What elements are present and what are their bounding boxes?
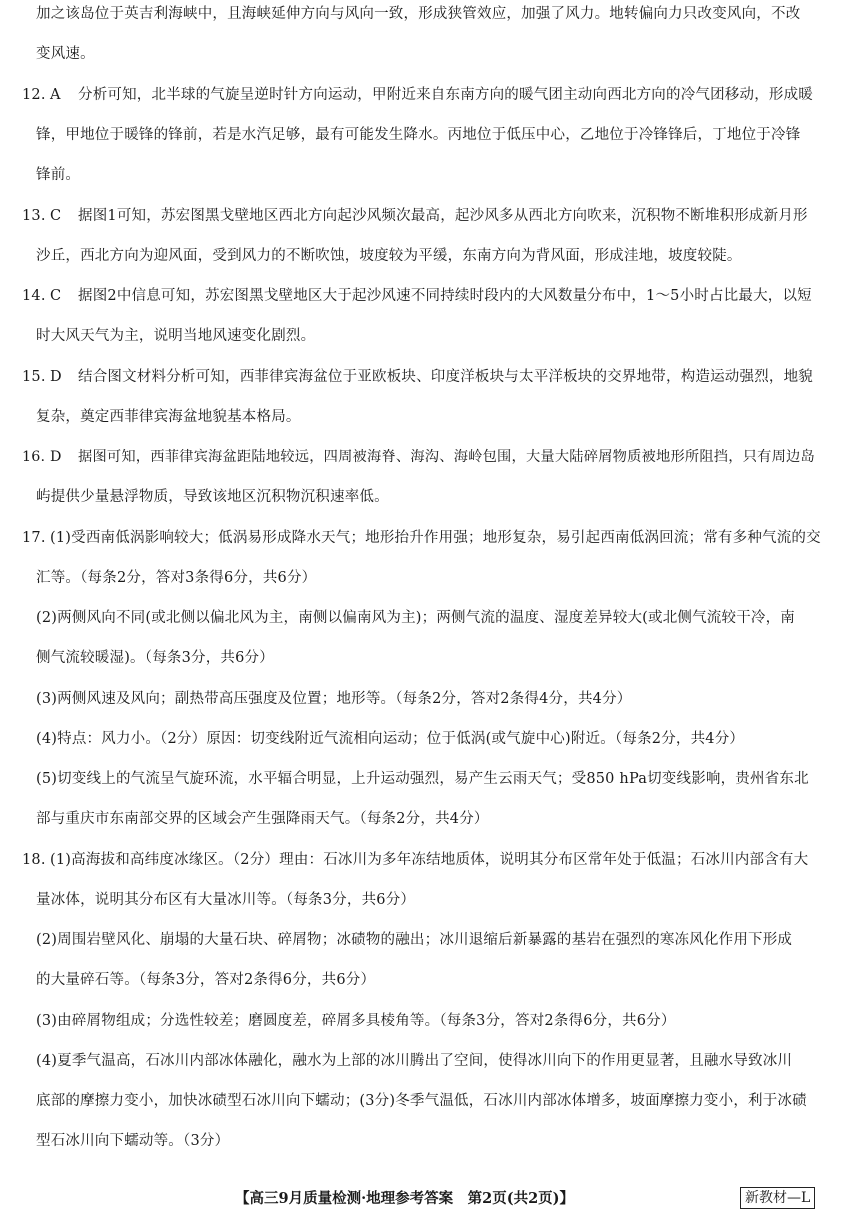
question-number: 14. [22,288,46,304]
question-number: 17. [22,530,46,546]
text-line: 时大风天气为主，说明当地风速变化剧烈。 [36,328,316,344]
question-17 [22,528,821,548]
answer-text: 分析可知，北半球的气旋呈逆时针方向运动，甲附近来自东南方向的暖气团主动向西北方向的冷气团移动，形成暖 [78,87,813,103]
question-number: 18. [22,852,46,868]
answer-letter: C [50,208,62,224]
text-line: 的大量碎石等。（每条3分，答对2条得6分，共6分） [36,972,376,988]
question-16 [22,447,815,467]
question-15 [22,367,813,387]
text-line: 汇等。（每条2分，答对3条得6分，共6分） [36,570,317,586]
question-number: 15. [22,369,46,385]
answer-text: 据图2中信息可知，苏宏图黑戈壁地区大于起沙风速不同持续时段内的大风数量分布中，1～5小时占比最大，以短 [78,288,812,304]
answer-text: 结合图文材料分析可知，西菲律宾海盆位于亚欧板块、印度洋板块与太平洋板块的交界地带，构造运动强烈，地貌 [78,369,813,385]
answer-letter: A [50,87,61,103]
text-line: 屿提供少量悬浮物质，导致该地区沉积物沉积速率低。 [36,489,389,505]
answer-text: 据图1可知，苏宏图黑戈壁地区西北方向起沙风频次最高，起沙风多从西北方向吹来，沉积物不断堆积形成新月形 [78,208,808,224]
question-number: 13. [22,208,46,224]
answer-letter: C [50,288,62,304]
answer-letter: D [50,369,62,385]
text-line: 底部的摩擦力变小，加快冰碛型石冰川向下蠕动；(3分)冬季气温低，石冰川内部冰体增多，坡面摩擦力变小，利于冰碛 [36,1093,807,1109]
text-line: 沙丘，西北方向为迎风面，受到风力的不断吹蚀，坡度较为平缓，东南方向为背风面，形成洼地，坡度较陡。 [36,248,742,264]
text-line: 部与重庆市东南部交界的区域会产生强降雨天气。（每条2分，共4分） [36,811,489,827]
text-line: 量冰体，说明其分布区有大量冰川等。（每条3分，共6分） [36,892,416,908]
question-number: 16. [22,449,46,465]
text-line: (2)两侧风向不同(或北侧以偏北风为主，南侧以偏南风为主)；两侧气流的温度、湿度差异较大(或北侧气流较干冷，南 [36,610,796,626]
text-line: (5)切变线上的气流呈气旋环流，水平辐合明显，上升运动强烈，易产生云雨天气；受850 hPa切变线影响，贵州省东北 [36,771,809,787]
answer-text: 据图可知，西菲律宾海盆距陆地较远，四周被海脊、海沟、海岭包围，大量大陆碎屑物质被地形所阻挡，只有周边岛 [78,449,815,465]
text-line: (2)周围岩壁风化、崩塌的大量石块、碎屑物；冰碛物的融出；冰川退缩后新暴露的基岩在强烈的寒冻风化作用下形成 [36,932,793,948]
text-line: 侧气流较暖湿)。（每条3分，共6分） [36,650,274,666]
page-footer: 【高三9月质量检测·地理参考答案 第2页(共2页)】 [235,1190,575,1207]
text-line: (3)由碎屑物组成；分选性较差；磨圆度差，碎屑多具棱角等。（每条3分，答对2条得6分，共6分） [36,1013,676,1029]
edition-badge: 新教材—L [740,1187,815,1209]
question-number: 12. [22,87,46,103]
question-14 [22,286,812,306]
text-line: 复杂，奠定西菲律宾海盆地貌基本格局。 [36,409,301,425]
question-12 [22,85,813,105]
text-line: (3)两侧风速及风向；副热带高压强度及位置；地形等。（每条2分，答对2条得4分，共4分） [36,691,632,707]
text-line: (4)夏季气温高，石冰川内部冰体融化，融水为上部的冰川腾出了空间，使得冰川向下的作用更显著，且融水导致冰川 [36,1053,793,1069]
answer-letter: D [50,449,62,465]
question-18 [22,850,808,870]
text-line: 锋前。 [36,167,81,183]
question-13 [22,206,808,226]
text-line: (4)特点：风力小。（2分）原因：切变线附近气流相向运动；位于低涡(或气旋中心)附近。（每条2分，共4分） [36,731,745,747]
text-line: 锋，甲地位于暖锋的锋前，若是水汽足够，最有可能发生降水。丙地位于低压中心，乙地位于冷锋锋后，丁地位于冷锋 [36,127,801,143]
text-line: 型石冰川向下蠕动等。（3分） [36,1133,230,1149]
text-line: 变风速。 [36,46,95,62]
answer-text: (1)高海拔和高纬度冰缘区。（2分）理由：石冰川为多年冻结地质体，说明其分布区常年处于低温；石冰川内部含有大 [50,852,809,868]
answer-text: (1)受西南低涡影响较大；低涡易形成降水天气；地形抬升作用强；地形复杂，易引起西南低涡回流；常有多种气流的交 [50,530,821,546]
text-line: 加之该岛位于英吉利海峡中，且海峡延伸方向与风向一致，形成狭管效应，加强了风力。地转偏向力只改变风向，不改 [36,6,801,22]
